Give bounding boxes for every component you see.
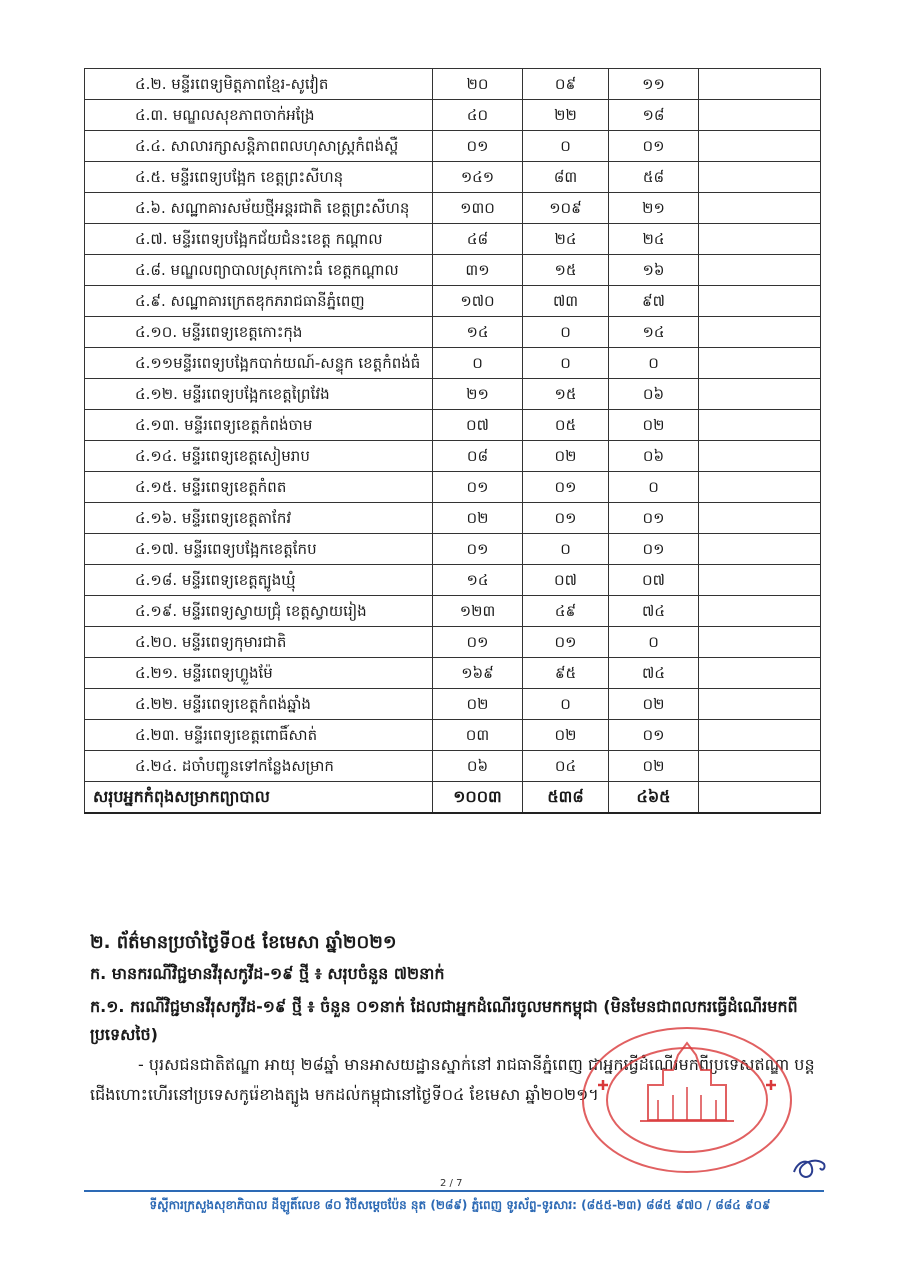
count-a: ១៥: [523, 255, 609, 286]
count-total: ២១: [433, 379, 523, 410]
count-b: ០៦: [609, 441, 699, 472]
count-a: ០: [523, 689, 609, 720]
count-total: ៣១: [433, 255, 523, 286]
table-row: [85, 751, 821, 782]
count-total: ០២: [433, 689, 523, 720]
total-label: សរុបអ្នកកំពុងសម្រាកព្យាបាល: [85, 782, 433, 814]
empty-cell: [699, 689, 821, 720]
facility-name: ៤.២០. មន្ទីរពេទ្យកុមារជាតិ: [85, 627, 433, 658]
count-b: ៧៤: [609, 596, 699, 627]
table-row: [85, 534, 821, 565]
empty-cell: [699, 224, 821, 255]
count-total: ០៧: [433, 410, 523, 441]
facility-name: ៤.១៥. មន្ទីរពេទ្យខេត្តកំពត: [85, 472, 433, 503]
table-row: [85, 658, 821, 689]
count-b: ០១: [609, 503, 699, 534]
facility-name: ៤.២៣. មន្ទីរពេទ្យខេត្តពោធិ៍សាត់: [85, 720, 433, 751]
facility-name: ៤.២១. មន្ទីរពេទ្យហ្លួងម៉ែ: [85, 658, 433, 689]
table-row: [85, 224, 821, 255]
signature: [790, 1150, 830, 1185]
count-total: ១៧០: [433, 286, 523, 317]
facility-name: ៤.១៩. មន្ទីរពេទ្យស្វាយជ្រុំ ខេត្តស្វាយរៀង: [85, 596, 433, 627]
count-a: ២៤: [523, 224, 609, 255]
table-row: [85, 410, 821, 441]
count-total: ១២៣: [433, 596, 523, 627]
count-total: ៤៨: [433, 224, 523, 255]
facility-name: ៤.១៨. មន្ទីរពេទ្យខេត្តត្បូងឃ្មុំ: [85, 565, 433, 596]
count-b: ១១: [609, 69, 699, 100]
facility-name: ៤.៩. សណ្ឋាគារក្រេតឌុកភរាជធានីភ្នំពេញ: [85, 286, 433, 317]
count-a: ២២: [523, 100, 609, 131]
count-total: ៤០: [433, 100, 523, 131]
table-row: [85, 100, 821, 131]
empty-cell: [699, 286, 821, 317]
facility-name: ៤.៧. មន្ទីរពេទ្យបង្អែកជ័យជំនះខេត្ត កណ្ដាល: [85, 224, 433, 255]
count-b: ០: [609, 627, 699, 658]
count-b: ៧៤: [609, 658, 699, 689]
count-b: ០៧: [609, 565, 699, 596]
empty-cell: [699, 596, 821, 627]
table-row: [85, 162, 821, 193]
empty-cell: [699, 720, 821, 751]
empty-cell: [699, 441, 821, 472]
table-row: [85, 472, 821, 503]
count-total: ១៤: [433, 565, 523, 596]
count-total: ០១: [433, 131, 523, 162]
facility-name: ៤.២. មន្ទីរពេទ្យមិត្តភាពខ្មែរ-សូវៀត: [85, 69, 433, 100]
subsection-a: ក. មានករណីវិជ្ជមានវីរុសកូវីដ-១៩ ថ្មី ៖ សរុបចំនួន ៧២នាក់: [90, 964, 445, 983]
count-a: ០២: [523, 720, 609, 751]
table-row: [85, 193, 821, 224]
section-heading: ២. ព័ត៌មានប្រចាំថ្ងៃទី០៥ ខែមេសា ឆ្នាំ២០២១: [90, 932, 397, 953]
table-row: [85, 131, 821, 162]
count-a: ០: [523, 317, 609, 348]
count-total: ១៦៩: [433, 658, 523, 689]
count-a: ០: [523, 534, 609, 565]
empty-cell: [699, 131, 821, 162]
count-a: ០៥: [523, 410, 609, 441]
count-a: ៤៩: [523, 596, 609, 627]
count-a: ១៥: [523, 379, 609, 410]
table-row: [85, 720, 821, 751]
footer-rule: [84, 1190, 824, 1192]
count-a: ០១: [523, 503, 609, 534]
empty-cell: [699, 162, 821, 193]
count-total: ០២: [433, 503, 523, 534]
count-b: ២៤: [609, 224, 699, 255]
count-b: ០១: [609, 720, 699, 751]
count-b: ៥៨: [609, 162, 699, 193]
empty-cell: [699, 100, 821, 131]
total-b: ៤៦៥: [609, 782, 699, 814]
facility-name: ៤.៣. មណ្ឌលសុខភាពចាក់អង្រែ: [85, 100, 433, 131]
table-row: [85, 69, 821, 100]
facility-name: ៤.១៤. មន្ទីរពេទ្យខេត្តសៀមរាប: [85, 441, 433, 472]
count-b: ០២: [609, 410, 699, 441]
count-a: ០១: [523, 472, 609, 503]
table-row: [85, 379, 821, 410]
count-a: ៩៥: [523, 658, 609, 689]
facility-name: ៤.៥. មន្ទីរពេទ្យបង្អែក ខេត្តព្រះសីហនុ: [85, 162, 433, 193]
count-a: ០: [523, 348, 609, 379]
table-row: [85, 348, 821, 379]
count-a: ០២: [523, 441, 609, 472]
count-a: ៨៣: [523, 162, 609, 193]
facility-name: ៤.១៦. មន្ទីរពេទ្យខេត្តតាកែវ: [85, 503, 433, 534]
table-body: [85, 69, 821, 814]
count-total: ០៨: [433, 441, 523, 472]
count-total: ០: [433, 348, 523, 379]
count-total: ១៤: [433, 317, 523, 348]
table-row: [85, 441, 821, 472]
count-b: ១៦: [609, 255, 699, 286]
facility-name: ៤.១៧. មន្ទីរពេទ្យបង្អែកខេត្តកែប: [85, 534, 433, 565]
facility-name: ៤.១៣. មន្ទីរពេទ្យខេត្តកំពង់ចាម: [85, 410, 433, 441]
count-b: ០២: [609, 751, 699, 782]
case-paragraph: - បុរសជនជាតិឥណ្ឌា អាយុ ២៨ឆ្នាំ មានអាសយដ្ឋានស្នាក់នៅ រាជធានីភ្នំពេញ ជាអ្នកធ្វើដំណើរមកពីប្រទេសឥណ្ឌា បន្តជើងហោះហើរនៅប្រទេសកូរ៉េខាងត្បូង មកដល់កម្ពុជានៅថ្ងៃទី០៤ ខែមេសា ឆ្នាំ២០២១។: [90, 1055, 815, 1104]
count-b: ០: [609, 348, 699, 379]
table-row: [85, 503, 821, 534]
table-row: [85, 689, 821, 720]
facility-name: ៤.២៤. ដចាំបញ្ជូនទៅកន្លែងសម្រាក: [85, 751, 433, 782]
table-row: [85, 286, 821, 317]
empty-cell: [699, 255, 821, 286]
count-b: ៩៧: [609, 286, 699, 317]
count-total: ២០: [433, 69, 523, 100]
facility-name: ៤.១០. មន្ទីរពេទ្យខេត្តកោះកុង: [85, 317, 433, 348]
total-row: [85, 782, 821, 814]
facility-name: ៤.៤. សាលារក្សាសន្តិភាពពលហុសាស្ត្រកំពង់ស្ពឺ: [85, 131, 433, 162]
count-total: ១៣០: [433, 193, 523, 224]
empty-cell: [699, 193, 821, 224]
count-b: ១៤: [609, 317, 699, 348]
count-total: ០៦: [433, 751, 523, 782]
count-b: ០: [609, 472, 699, 503]
table-row: [85, 317, 821, 348]
count-a: ០: [523, 131, 609, 162]
empty-cell: [699, 379, 821, 410]
count-b: ០១: [609, 534, 699, 565]
empty-cell: [699, 69, 821, 100]
count-total: ០៣: [433, 720, 523, 751]
count-b: ២១: [609, 193, 699, 224]
empty-cell: [699, 658, 821, 689]
facility-name: ៤.១១មន្ទីរពេទ្យបង្អែកបាក់យណ៍-សន្ទុក ខេត្តកំពង់ធំ: [85, 348, 433, 379]
empty-cell: [699, 348, 821, 379]
total-a: ៥៣៨: [523, 782, 609, 814]
count-b: ០៦: [609, 379, 699, 410]
empty-cell: [699, 317, 821, 348]
empty-cell: [699, 565, 821, 596]
count-total: ១៤១: [433, 162, 523, 193]
table-row: [85, 627, 821, 658]
count-a: ១០៩: [523, 193, 609, 224]
count-a: ៧៣: [523, 286, 609, 317]
count-b: ១៨: [609, 100, 699, 131]
count-a: ០៤: [523, 751, 609, 782]
empty-cell: [699, 751, 821, 782]
empty-cell: [699, 782, 821, 814]
official-seal: [578, 1025, 796, 1175]
count-total: ០១: [433, 627, 523, 658]
facility-name: ៤.៦. សណ្ឋាគារសម័យថ្មីអន្តរជាតិ ខេត្តព្រះសីហនុ: [85, 193, 433, 224]
facility-name: ៤.២២. មន្ទីរពេទ្យខេត្តកំពង់ឆ្នាំង: [85, 689, 433, 720]
count-a: ០១: [523, 627, 609, 658]
table-row: [85, 596, 821, 627]
hospital-table: [84, 68, 821, 814]
count-total: ០១: [433, 534, 523, 565]
table-row: [85, 565, 821, 596]
total-count: ១០០៣: [433, 782, 523, 814]
empty-cell: [699, 503, 821, 534]
facility-name: ៤.៨. មណ្ឌលព្យាបាលស្រុកកោះធំ ខេត្តកណ្តាល: [85, 255, 433, 286]
count-a: ០៧: [523, 565, 609, 596]
empty-cell: [699, 627, 821, 658]
empty-cell: [699, 534, 821, 565]
page-number: 2 / 7: [440, 1178, 463, 1189]
subsection-a1: ក.១. ករណីវិជ្ជមានវីរុសកូវីដ-១៩ ថ្មី ៖ ចំនួន ០១នាក់ ដែលជាអ្នកដំណើរចូលមកកម្ពុជា (មិនមែនជាពលករធ្វើដំណើរមកពីប្រទេសថៃ): [90, 997, 798, 1044]
count-b: ០១: [609, 131, 699, 162]
count-b: ០២: [609, 689, 699, 720]
table-row: [85, 255, 821, 286]
facility-name: ៤.១២. មន្ទីរពេទ្យបង្អែកខេត្តព្រៃវែង: [85, 379, 433, 410]
empty-cell: [699, 410, 821, 441]
count-total: ០១: [433, 472, 523, 503]
empty-cell: [699, 472, 821, 503]
footer-address: ទីស្តីការក្រសួងសុខាភិបាល ដីឡូតិ៍លេខ ៨០ វិថីសម្ដេចប៉ែន នុត (២៨៩) ភ្នំពេញ ទូរស័ព្ទ-ទូរសារ: (៨៥៥-២៣) ៨៨៥ ៩៧០ / ៨៨៤ ៩០៩: [149, 1198, 771, 1212]
count-a: ០៩: [523, 69, 609, 100]
